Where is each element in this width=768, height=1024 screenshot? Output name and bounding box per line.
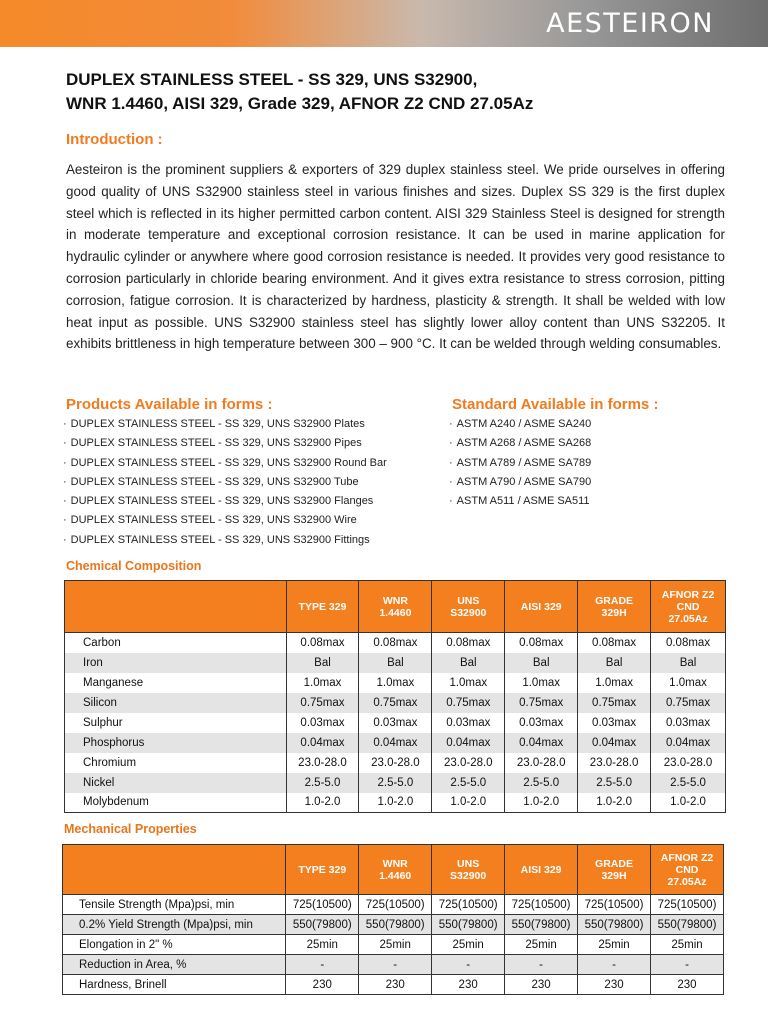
grade-column-header — [578, 581, 651, 633]
table-cell: 725(10500) — [505, 895, 578, 915]
table-cell: 23.0-28.0 — [505, 753, 578, 773]
table-cell: Bal — [651, 653, 726, 673]
table-cell: 550(79800) — [432, 915, 505, 935]
table-header-blank — [63, 845, 286, 895]
grade-header-line: 329H — [601, 606, 627, 619]
table-cell: - — [286, 955, 359, 975]
table-cell: 0.04max — [432, 733, 505, 753]
chemical-composition-heading: Chemical Composition — [66, 559, 202, 573]
grade-column-header — [432, 581, 505, 633]
table-row — [63, 935, 724, 955]
list-item: · ASTM A789 / ASME SA789 — [449, 454, 591, 473]
row-label: Carbon — [65, 633, 287, 653]
row-label: Sulphur — [65, 713, 287, 733]
table-cell: 1.0max — [578, 673, 651, 693]
products-heading: Products Available in forms : — [66, 396, 273, 413]
table-row — [65, 633, 726, 653]
table-cell: 25min — [505, 935, 578, 955]
row-label: 0.2% Yield Strength (Mpa)psi, min — [63, 915, 286, 935]
table-header-blank — [65, 581, 287, 633]
list-item: · DUPLEX STAINLESS STEEL - SS 329, UNS S32900 Tube — [63, 473, 387, 492]
table-cell: 0.08max — [578, 633, 651, 653]
grade-column-header — [286, 581, 359, 633]
chemical-composition-table — [64, 580, 726, 813]
table-cell: 550(79800) — [286, 915, 359, 935]
table-cell: 1.0-2.0 — [286, 793, 359, 813]
table-row — [65, 653, 726, 673]
table-cell: 550(79800) — [578, 915, 651, 935]
title-line-1: DUPLEX STAINLESS STEEL - SS 329, UNS S32900, — [66, 70, 478, 89]
table-cell: 1.0-2.0 — [505, 793, 578, 813]
table-row — [63, 895, 724, 915]
grade-header-line: TYPE 329 — [298, 863, 347, 876]
row-label: Phosphorus — [65, 733, 287, 753]
table-cell: - — [432, 955, 505, 975]
list-item: · ASTM A268 / ASME SA268 — [449, 434, 591, 453]
table-row — [65, 673, 726, 693]
table-cell: - — [359, 955, 432, 975]
table-cell: 23.0-28.0 — [432, 753, 505, 773]
grade-header-line: S32900 — [450, 869, 487, 882]
row-label: Molybdenum — [65, 793, 287, 813]
list-item: · DUPLEX STAINLESS STEEL - SS 329, UNS S32900 Fittings — [63, 531, 387, 550]
table-cell: 1.0max — [286, 673, 359, 693]
table-cell: 2.5-5.0 — [286, 773, 359, 793]
list-item: · ASTM A511 / ASME SA511 — [449, 492, 591, 511]
grade-header-line: CND — [675, 863, 699, 876]
page-title — [66, 68, 726, 116]
table-cell: 0.75max — [505, 693, 578, 713]
table-cell: 25min — [432, 935, 505, 955]
table-cell: 0.04max — [359, 733, 432, 753]
table-cell: Bal — [286, 653, 359, 673]
table-cell: 0.04max — [286, 733, 359, 753]
table-cell: 0.03max — [359, 713, 432, 733]
row-label: Reduction in Area, % — [63, 955, 286, 975]
grade-header-line: 1.4460 — [379, 606, 412, 619]
table-cell: Bal — [505, 653, 578, 673]
grade-column-header — [650, 845, 723, 895]
table-cell: 2.5-5.0 — [359, 773, 432, 793]
table-cell: Bal — [432, 653, 505, 673]
table-cell: 1.0-2.0 — [578, 793, 651, 813]
table-row — [65, 753, 726, 773]
table-cell: 25min — [650, 935, 723, 955]
grade-header-line: AISI 329 — [520, 863, 562, 876]
grade-header-line: GRADE — [595, 594, 634, 607]
list-item: · ASTM A240 / ASME SA240 — [449, 415, 591, 434]
table-cell: 23.0-28.0 — [651, 753, 726, 773]
table-cell: 230 — [432, 975, 505, 995]
table-cell: 0.04max — [505, 733, 578, 753]
grade-column-header — [432, 845, 505, 895]
table-cell: 2.5-5.0 — [651, 773, 726, 793]
brand-logo: AESTEIRON — [546, 8, 714, 39]
intro-paragraph: Aesteiron is the prominent suppliers & exporters of 329 duplex stainless steel. We pride ourselves in offering good quality of UNS S32900 stainless steel in various finishes and sizes. Duplex SS 329 is the first duplex steel which is reflected in its higher permitted carbon content. AISI 329 Stainless Steel is designed for strength in moderate temperature and exceptional corrosion resistance. It can be used in marine application for hydraulic cylinder or anywhere where good corrosion resistance is needed. It provides very good resistance to corrosion particularly in chloride bearing environment. And it gives extra resistance to stress corrosion, pitting corrosion, fatigue corrosion. It is characterized by hardness, plasticity & strength. It shall be welded with low heat input as possible. UNS S32900 stainless steel has slightly lower alloy content than UNS S32205. It exhibits brittleness in high temperature between 300 – 900 °C. It can be welded through welding consumables. — [66, 162, 725, 352]
table-cell: 25min — [286, 935, 359, 955]
table-row — [65, 733, 726, 753]
grade-column-header — [359, 845, 432, 895]
table-cell: 0.75max — [578, 693, 651, 713]
grade-column-header — [286, 845, 359, 895]
standards-list — [449, 415, 591, 511]
grade-header-line: 1.4460 — [379, 869, 412, 882]
table-cell: 0.03max — [505, 713, 578, 733]
table-cell: 0.75max — [359, 693, 432, 713]
table-cell: 0.08max — [359, 633, 432, 653]
table-row — [65, 773, 726, 793]
grade-header-line: WNR — [382, 594, 408, 607]
row-label: Hardness, Brinell — [63, 975, 286, 995]
table-cell: 0.08max — [286, 633, 359, 653]
table-cell: 725(10500) — [359, 895, 432, 915]
row-label: Elongation in 2" % — [63, 935, 286, 955]
grade-column-header — [578, 845, 651, 895]
table-cell: 550(79800) — [359, 915, 432, 935]
products-list — [63, 415, 387, 550]
table-cell: 1.0max — [359, 673, 432, 693]
grade-header-line: S32900 — [450, 606, 487, 619]
grade-header-line: GRADE — [595, 857, 633, 870]
grade-header-line: 329H — [601, 869, 627, 882]
grade-header-line: UNS — [457, 594, 480, 607]
table-row — [65, 713, 726, 733]
table-cell: 2.5-5.0 — [432, 773, 505, 793]
list-item: · DUPLEX STAINLESS STEEL - SS 329, UNS S32900 Wire — [63, 511, 387, 530]
table-cell: 725(10500) — [286, 895, 359, 915]
row-label: Chromium — [65, 753, 287, 773]
table-cell: 725(10500) — [432, 895, 505, 915]
table-cell: 0.03max — [578, 713, 651, 733]
table-cell: 1.0-2.0 — [432, 793, 505, 813]
row-label: Tensile Strength (Mpa)psi, min — [63, 895, 286, 915]
title-line-2: WNR 1.4460, AISI 329, Grade 329, AFNOR Z2 CND 27.05Az — [66, 94, 534, 113]
grade-header-line: TYPE 329 — [298, 600, 347, 613]
row-label: Iron — [65, 653, 287, 673]
table-cell: 2.5-5.0 — [505, 773, 578, 793]
list-item: · DUPLEX STAINLESS STEEL - SS 329, UNS S32900 Plates — [63, 415, 387, 434]
table-cell: 230 — [286, 975, 359, 995]
table-cell: 0.03max — [651, 713, 726, 733]
grade-header-line: 27.05Az — [668, 612, 708, 625]
table-cell: 1.0max — [651, 673, 726, 693]
table-cell: 0.08max — [651, 633, 726, 653]
table-cell: 25min — [359, 935, 432, 955]
grade-header-line: AFNOR Z2 — [660, 851, 714, 864]
table-cell: 230 — [650, 975, 723, 995]
table-cell: 0.04max — [651, 733, 726, 753]
table-row — [63, 915, 724, 935]
table-cell: 1.0-2.0 — [359, 793, 432, 813]
table-row — [65, 693, 726, 713]
intro-heading: Introduction : — [66, 131, 163, 148]
list-item: · DUPLEX STAINLESS STEEL - SS 329, UNS S32900 Pipes — [63, 434, 387, 453]
table-cell: 1.0-2.0 — [651, 793, 726, 813]
table-row — [65, 793, 726, 813]
grade-column-header — [651, 581, 726, 633]
table-cell: - — [650, 955, 723, 975]
table-cell: 725(10500) — [578, 895, 651, 915]
table-cell: 23.0-28.0 — [578, 753, 651, 773]
grade-header-line: WNR — [382, 857, 408, 870]
row-label: Manganese — [65, 673, 287, 693]
table-cell: 550(79800) — [505, 915, 578, 935]
header-bar — [0, 0, 768, 47]
table-cell: 0.08max — [505, 633, 578, 653]
table-cell: 0.75max — [286, 693, 359, 713]
grade-header-line: AFNOR Z2 — [661, 588, 715, 601]
row-label: Silicon — [65, 693, 287, 713]
list-item: · DUPLEX STAINLESS STEEL - SS 329, UNS S32900 Round Bar — [63, 454, 387, 473]
table-cell: 0.04max — [578, 733, 651, 753]
grade-header-line: AISI 329 — [520, 600, 562, 613]
mechanical-properties-heading: Mechanical Properties — [64, 822, 197, 836]
table-cell: 0.75max — [432, 693, 505, 713]
table-cell: - — [578, 955, 651, 975]
list-item: · DUPLEX STAINLESS STEEL - SS 329, UNS S32900 Flanges — [63, 492, 387, 511]
table-cell: 25min — [578, 935, 651, 955]
table-row — [63, 955, 724, 975]
table-cell: 230 — [505, 975, 578, 995]
table-cell: - — [505, 955, 578, 975]
list-item: · ASTM A790 / ASME SA790 — [449, 473, 591, 492]
table-cell: 1.0max — [432, 673, 505, 693]
grade-header-line: 27.05Az — [667, 875, 707, 888]
table-cell: 23.0-28.0 — [286, 753, 359, 773]
table-cell: Bal — [359, 653, 432, 673]
grade-column-header — [505, 845, 578, 895]
grade-header-line: CND — [676, 600, 700, 613]
table-cell: 0.03max — [286, 713, 359, 733]
table-row — [63, 975, 724, 995]
table-cell: 2.5-5.0 — [578, 773, 651, 793]
table-cell: 725(10500) — [650, 895, 723, 915]
standards-heading: Standard Available in forms : — [452, 396, 659, 413]
row-label: Nickel — [65, 773, 287, 793]
table-cell: 1.0max — [505, 673, 578, 693]
table-cell: 0.75max — [651, 693, 726, 713]
table-cell: 23.0-28.0 — [359, 753, 432, 773]
table-cell: 0.03max — [432, 713, 505, 733]
table-cell: 550(79800) — [650, 915, 723, 935]
table-cell: 230 — [359, 975, 432, 995]
table-cell: Bal — [578, 653, 651, 673]
table-cell: 0.08max — [432, 633, 505, 653]
grade-column-header — [505, 581, 578, 633]
grade-column-header — [359, 581, 432, 633]
table-cell: 230 — [578, 975, 651, 995]
mechanical-properties-table — [62, 844, 724, 995]
grade-header-line: UNS — [457, 857, 480, 870]
